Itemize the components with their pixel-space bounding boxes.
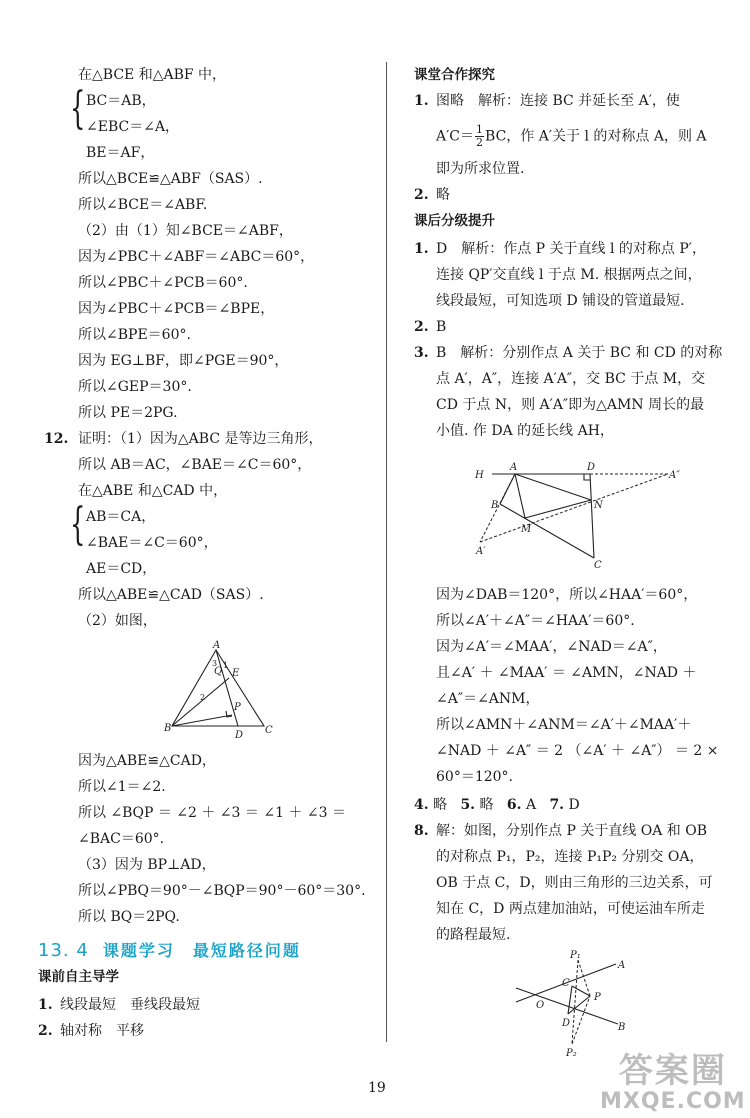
heading-after-class: 课后分级提升	[414, 213, 495, 229]
segment-an	[515, 474, 591, 500]
text-line: AE＝CD，	[86, 561, 157, 577]
text-line: 因为∠PBC＋∠PCB＝∠BPE，	[78, 301, 275, 317]
label-c: C	[594, 560, 602, 571]
text-line: 60°＝120°.	[436, 769, 513, 785]
watermark-line2: MXQE.COM	[600, 1089, 746, 1114]
watermark-line1: 答案圈	[618, 1051, 727, 1091]
text-line: 图略 解析：连接 BC 并延长至 A′，使	[436, 93, 680, 109]
label-a2: A″	[669, 470, 680, 481]
reflection-figure	[470, 456, 690, 576]
label-angle-1: 1	[223, 661, 229, 670]
text-line: 连接 QP′交直线 l 于点 M. 根据两点之间，	[436, 267, 702, 283]
page-number: 19	[368, 1080, 386, 1096]
label-d: D	[587, 462, 596, 473]
label-angle-2: 2	[200, 693, 206, 702]
text-line: 因为△ABE≌△CAD，	[78, 753, 216, 769]
label-n: N	[594, 500, 603, 511]
text-line: 知在 C，D 两点建加油站，可使运油车所走	[436, 901, 705, 917]
text-line: 所以∠PBQ＝90°－∠BQP＝90°－60°＝30°.	[78, 883, 366, 899]
text-fragment: A′C＝	[436, 128, 475, 145]
label-d: D	[562, 1018, 571, 1029]
problem-number: 12.	[44, 431, 69, 447]
text-line: 因为∠DAB＝120°，所以∠HAA′＝60°，	[436, 587, 698, 603]
label-a: A	[510, 462, 518, 473]
segment-cp	[572, 986, 590, 996]
text-line: 轴对称 平移	[60, 1023, 144, 1039]
segment-am	[515, 474, 525, 518]
text-line: 所以∠BCE＝∠ABF.	[78, 197, 208, 213]
label-q: Q	[214, 666, 223, 677]
watermark	[600, 1052, 746, 1114]
fraction-numerator: 1	[476, 123, 484, 136]
text-line: 所以∠A′＋∠A″＝∠HAA′＝60°.	[436, 613, 635, 629]
text-line: 所以 ∠BQP ＝ ∠2 ＋ ∠3 ＝ ∠1 ＋ ∠3 ＝	[78, 805, 346, 821]
heading-in-class: 课堂合作探究	[414, 67, 495, 83]
label-b: B	[491, 500, 499, 511]
label-e: E	[232, 668, 240, 679]
answer: 略	[433, 797, 448, 813]
label-p1: P₁	[570, 950, 581, 961]
text-line: 的对称点 P₁，P₂，连接 P₁P₂ 分别交 OA，	[436, 849, 704, 865]
label-b: B	[164, 723, 172, 734]
brace: {	[70, 499, 86, 550]
text-line: AB＝CA，	[86, 509, 156, 525]
text-line: 的路程最短.	[436, 927, 511, 943]
text-line: 线段最短 垂线段最短	[60, 997, 200, 1013]
item-number: 6.	[506, 797, 522, 813]
text-line: 因为 EG⊥BF，即∠PGE＝90°，	[78, 353, 289, 369]
text-line: BC＝AB，	[86, 93, 156, 109]
item-number: 2.	[414, 319, 429, 335]
text-line: 且∠A′ ＋ ∠MAA′ ＝ ∠AMN，∠NAD ＋	[436, 665, 697, 681]
item-number: 7.	[549, 797, 565, 813]
item-number: 5.	[460, 797, 476, 813]
text-line: 在△ABE 和△CAD 中，	[78, 483, 228, 499]
label-m: M	[521, 524, 532, 535]
text-line: ∠A″＝∠ANM，	[436, 691, 540, 707]
angle-figure	[508, 950, 638, 1060]
text-line: （2）如图，	[78, 613, 157, 629]
text-line: 所以 BQ＝2PQ.	[78, 909, 180, 925]
segment-p1-p2	[572, 960, 578, 1044]
text-line: 解：如图，分别作点 P 关于直线 OA 和 OB	[436, 823, 708, 839]
label-a1: A′	[476, 546, 486, 557]
text-line: ∠EBC＝∠A，	[86, 119, 180, 135]
answers-row	[414, 796, 580, 814]
text-line: 所以∠BPE＝60°.	[78, 327, 191, 343]
text-line: CD 于点 N，则 A′A″即为△AMN 周长的最	[436, 397, 705, 413]
section-number: 13. 4	[38, 940, 89, 961]
fraction-denominator: 2	[476, 136, 484, 149]
item-number: 1.	[38, 997, 53, 1013]
text-line	[436, 124, 707, 149]
text-line: B	[436, 319, 447, 335]
right-angle-mark	[226, 711, 232, 717]
segment-cd	[568, 986, 572, 1014]
text-line: 证明：（1）因为△ABC 是等边三角形，	[78, 431, 323, 447]
label-h: H	[475, 470, 484, 481]
text-line: （2）由（1）知∠BCE＝∠ABF，	[78, 223, 293, 239]
text-line: 小值. 作 DA 的延长线 AH，	[436, 423, 614, 439]
item-number: 1.	[414, 93, 429, 109]
label-c: C	[265, 725, 273, 736]
text-line: OB 于点 C，D，则由三角形的三边关系，可	[436, 875, 713, 891]
section-title	[38, 938, 301, 961]
text-line: ∠NAD ＋ ∠A″ ＝ 2 （∠A′ ＋ ∠A″） ＝ 2 ×	[436, 743, 719, 759]
text-line: ∠BAE＝∠C＝60°，	[86, 535, 218, 551]
text-line: 所以△BCE≌△ABF（SAS）.	[78, 171, 263, 187]
text-line: ∠BAC＝60°.	[78, 831, 165, 847]
heading-pre-class: 课前自主导学	[38, 969, 119, 985]
text-line: （3）因为 BP⊥AD，	[78, 857, 216, 873]
right-angle-mark	[584, 474, 590, 480]
segment-a1-a2	[480, 474, 668, 542]
label-b: B	[618, 1022, 626, 1033]
text-fragment: BC，作 A′关于 l 的对称点 A，则 A	[485, 128, 707, 145]
text-line: 所以△ABE≌△CAD（SAS）.	[78, 587, 264, 603]
answer: 略	[479, 797, 494, 813]
text-line: 略	[436, 187, 450, 203]
label-a: A	[213, 640, 221, 651]
item-number: 2.	[414, 187, 429, 203]
label-p2: P₂	[566, 1048, 577, 1059]
answer: A	[525, 797, 537, 813]
text-line: 所以∠GEP＝30°.	[78, 379, 192, 395]
segment-mn	[525, 500, 591, 518]
text-line: 所以∠AMN＋∠ANM＝∠A′＋∠MAA′＋	[436, 717, 692, 733]
triangle-figure	[160, 638, 280, 742]
label-d: D	[235, 730, 244, 741]
text-line: B 解析：分别作点 A 关于 BC 和 CD 的对称	[436, 345, 723, 361]
text-line: 在△BCE 和△ABF 中，	[78, 67, 227, 83]
fraction-half	[475, 124, 484, 149]
brace: {	[70, 83, 86, 134]
text-line: 所以∠PBC＋∠PCB＝60°.	[78, 275, 248, 291]
item-number: 8.	[414, 823, 429, 839]
text-line: 因为∠A′＝∠MAA′，∠NAD＝∠A″，	[436, 639, 667, 655]
text-line: 因为∠PBC＋∠ABF＝∠ABC＝60°，	[78, 249, 315, 265]
item-number: 3.	[414, 345, 429, 361]
section-name: 课题学习 最短路径问题	[102, 941, 301, 960]
segment-be	[172, 678, 229, 726]
item-number: 4.	[414, 797, 429, 813]
segment-bp	[172, 715, 232, 726]
item-number: 1.	[414, 241, 429, 257]
label-a: A	[618, 960, 626, 971]
text-line: 即为所求位置.	[436, 161, 525, 177]
segment-dc	[590, 474, 594, 558]
text-line: 所以∠1＝∠2.	[78, 779, 166, 795]
column-divider	[386, 62, 387, 1042]
text-line: 线段最短，可知选项 D 铺设的管道最短.	[436, 293, 685, 309]
label-p: P	[234, 702, 241, 713]
item-number: 2.	[38, 1023, 53, 1039]
text-line: 所以 PE＝2PG.	[78, 405, 178, 421]
label-o: O	[536, 1000, 545, 1011]
text-line: 所以 AB＝AC，∠BAE＝∠C＝60°，	[78, 457, 312, 473]
text-line: 点 A′，A″，连接 A′A″，交 BC 于点 M，交	[436, 371, 706, 387]
label-angle-3: 3	[212, 659, 218, 668]
text-line: BE＝AF，	[86, 145, 155, 161]
label-c: C	[562, 978, 570, 989]
answer: D	[568, 797, 580, 813]
label-p: P	[594, 992, 601, 1003]
text-line: D 解析：作点 P 关于直线 l 的对称点 P′，	[436, 241, 706, 257]
